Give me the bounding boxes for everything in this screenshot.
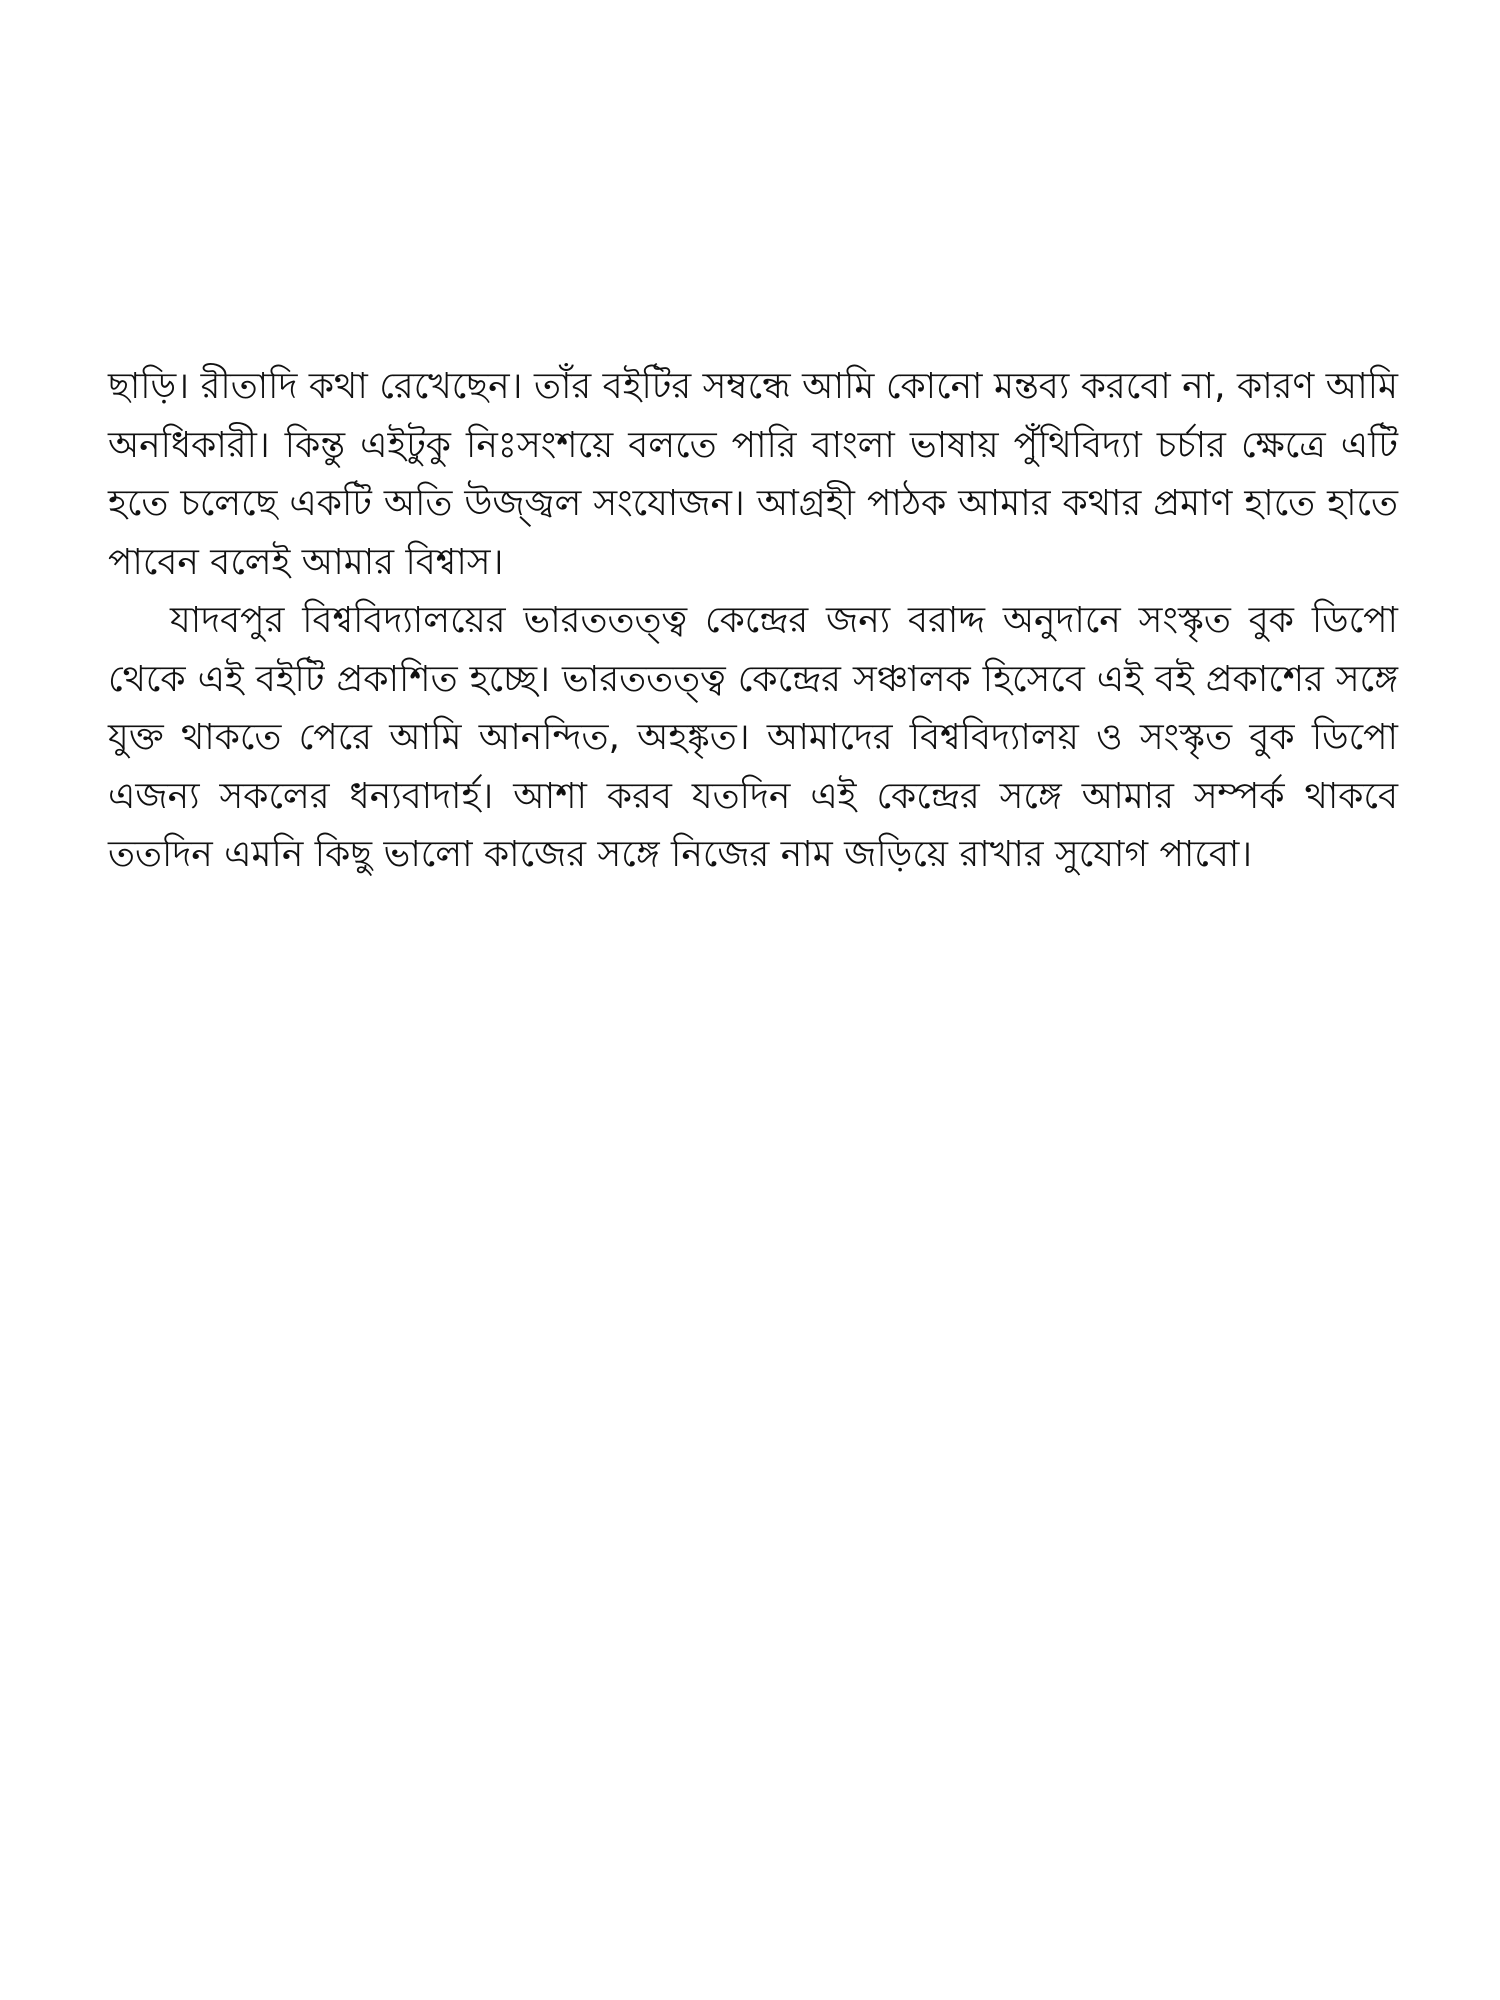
body-text [108,358,1398,885]
paragraph-publication-note: যাদবপুর বিশ্ববিদ্যালয়ের ভারততত্ত্ব কেন্দ্রের জন্য বরাদ্দ অনুদানে সংস্কৃত বুক ডিপো থেকে এই বইটি প্রকাশিত হচ্ছে। ভারততত্ত্ব কেন্দ্রের সঞ্চালক হিসেবে এই বই প্রকাশের সঙ্গে যুক্ত থাকতে পেরে আমি আনন্দিত, অহঙ্কৃত। আমাদের বিশ্ববিদ্যালয় ও সংস্কৃত বুক ডিপো এজন্য সকলের ধন্যবাদার্হ। আশা করব যতদিন এই কেন্দ্রের সঙ্গে আমার সম্পর্ক থাকবে ততদিন এমনি কিছু ভালো কাজের সঙ্গে নিজের নাম জড়িয়ে রাখার সুযোগ পাবো। [108,600,1398,875]
paragraph-continued: ছাড়ি। রীতাদি কথা রেখেছেন। তাঁর বইটির সম্বন্ধে আমি কোনো মন্তব্য করবো না, কারণ আমি অনধিকারী। কিন্তু এইটুকু নিঃসংশয়ে বলতে পারি বাংলা ভাষায় পুঁথিবিদ্যা চর্চার ক্ষেত্রে এটি হতে চলেছে একটি অতি উজ্জ্বল সংযোজন। আগ্রহী পাঠক আমার কথার প্রমাণ হাতে হাতে পাবেন বলেই আমার বিশ্বাস। [108,366,1398,583]
